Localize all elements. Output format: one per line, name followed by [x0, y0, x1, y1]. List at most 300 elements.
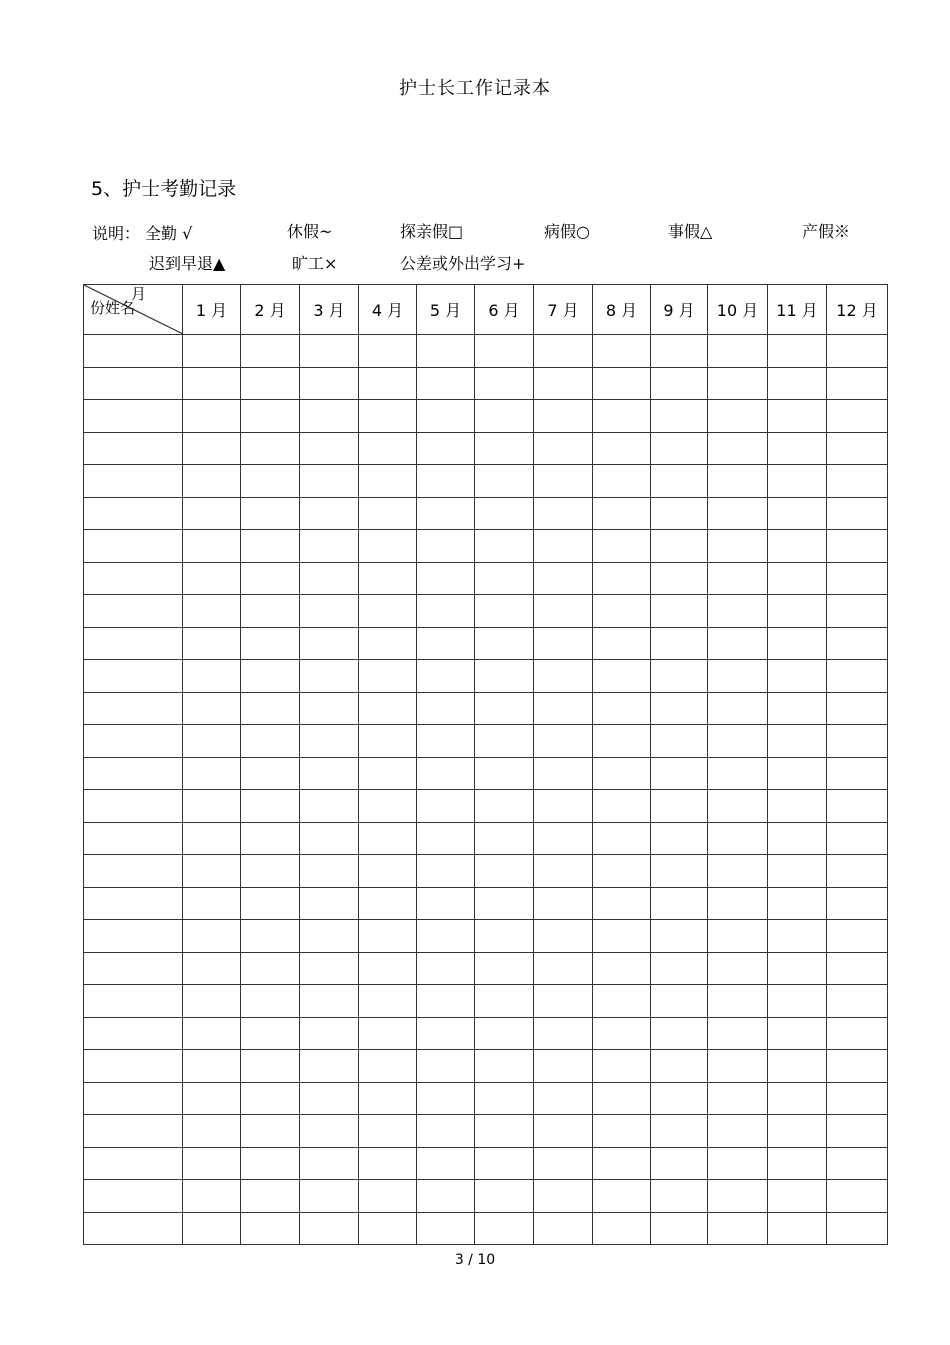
attendance-cell[interactable] [534, 1147, 593, 1180]
attendance-cell[interactable] [417, 660, 475, 693]
attendance-cell[interactable] [183, 920, 241, 953]
attendance-cell[interactable] [359, 432, 417, 465]
attendance-cell[interactable] [241, 367, 300, 400]
attendance-cell[interactable] [183, 725, 241, 758]
attendance-cell[interactable] [183, 1147, 241, 1180]
attendance-cell[interactable] [768, 887, 827, 920]
attendance-cell[interactable] [475, 660, 534, 693]
name-cell[interactable] [84, 757, 183, 790]
attendance-cell[interactable] [651, 920, 708, 953]
attendance-cell[interactable] [417, 692, 475, 725]
name-cell[interactable] [84, 725, 183, 758]
attendance-cell[interactable] [534, 660, 593, 693]
attendance-cell[interactable] [534, 432, 593, 465]
attendance-cell[interactable] [417, 562, 475, 595]
attendance-cell[interactable] [359, 985, 417, 1018]
name-cell[interactable] [84, 692, 183, 725]
attendance-cell[interactable] [475, 627, 534, 660]
attendance-cell[interactable] [708, 725, 768, 758]
attendance-cell[interactable] [359, 1115, 417, 1148]
attendance-cell[interactable] [417, 335, 475, 368]
attendance-cell[interactable] [300, 562, 359, 595]
attendance-cell[interactable] [827, 367, 888, 400]
attendance-cell[interactable] [827, 595, 888, 628]
attendance-cell[interactable] [183, 887, 241, 920]
attendance-cell[interactable] [183, 790, 241, 823]
attendance-cell[interactable] [359, 367, 417, 400]
attendance-cell[interactable] [768, 757, 827, 790]
attendance-cell[interactable] [827, 1082, 888, 1115]
attendance-cell[interactable] [417, 952, 475, 985]
attendance-cell[interactable] [417, 1115, 475, 1148]
attendance-cell[interactable] [708, 432, 768, 465]
attendance-cell[interactable] [768, 595, 827, 628]
attendance-cell[interactable] [534, 887, 593, 920]
attendance-cell[interactable] [300, 790, 359, 823]
attendance-cell[interactable] [593, 1050, 651, 1083]
attendance-cell[interactable] [475, 1082, 534, 1115]
attendance-cell[interactable] [300, 497, 359, 530]
attendance-cell[interactable] [651, 367, 708, 400]
attendance-cell[interactable] [708, 887, 768, 920]
attendance-cell[interactable] [183, 400, 241, 433]
attendance-cell[interactable] [241, 952, 300, 985]
attendance-cell[interactable] [475, 887, 534, 920]
attendance-cell[interactable] [534, 952, 593, 985]
attendance-cell[interactable] [534, 1212, 593, 1245]
attendance-cell[interactable] [300, 627, 359, 660]
attendance-cell[interactable] [475, 952, 534, 985]
attendance-cell[interactable] [827, 1147, 888, 1180]
name-cell[interactable] [84, 400, 183, 433]
attendance-cell[interactable] [768, 335, 827, 368]
attendance-cell[interactable] [827, 400, 888, 433]
attendance-cell[interactable] [593, 757, 651, 790]
attendance-cell[interactable] [475, 1115, 534, 1148]
attendance-cell[interactable] [768, 952, 827, 985]
attendance-cell[interactable] [768, 1050, 827, 1083]
attendance-cell[interactable] [708, 1050, 768, 1083]
attendance-cell[interactable] [241, 1017, 300, 1050]
attendance-cell[interactable] [417, 530, 475, 563]
attendance-cell[interactable] [241, 887, 300, 920]
attendance-cell[interactable] [651, 335, 708, 368]
name-cell[interactable] [84, 627, 183, 660]
attendance-cell[interactable] [475, 725, 534, 758]
attendance-cell[interactable] [593, 985, 651, 1018]
attendance-cell[interactable] [359, 1017, 417, 1050]
attendance-cell[interactable] [417, 1017, 475, 1050]
attendance-cell[interactable] [417, 432, 475, 465]
attendance-cell[interactable] [827, 692, 888, 725]
attendance-cell[interactable] [359, 692, 417, 725]
attendance-cell[interactable] [593, 1082, 651, 1115]
attendance-cell[interactable] [300, 1212, 359, 1245]
attendance-cell[interactable] [183, 985, 241, 1018]
attendance-cell[interactable] [417, 367, 475, 400]
attendance-cell[interactable] [768, 562, 827, 595]
name-cell[interactable] [84, 562, 183, 595]
attendance-cell[interactable] [827, 1017, 888, 1050]
attendance-cell[interactable] [183, 497, 241, 530]
attendance-cell[interactable] [359, 335, 417, 368]
name-cell[interactable] [84, 1115, 183, 1148]
attendance-cell[interactable] [768, 1082, 827, 1115]
attendance-cell[interactable] [827, 920, 888, 953]
attendance-cell[interactable] [241, 497, 300, 530]
attendance-cell[interactable] [708, 497, 768, 530]
attendance-cell[interactable] [827, 660, 888, 693]
attendance-cell[interactable] [475, 822, 534, 855]
attendance-cell[interactable] [241, 400, 300, 433]
attendance-cell[interactable] [359, 1050, 417, 1083]
attendance-cell[interactable] [183, 1017, 241, 1050]
attendance-cell[interactable] [534, 627, 593, 660]
attendance-cell[interactable] [300, 822, 359, 855]
attendance-cell[interactable] [593, 1212, 651, 1245]
name-cell[interactable] [84, 855, 183, 888]
attendance-cell[interactable] [300, 1180, 359, 1213]
attendance-cell[interactable] [827, 790, 888, 823]
attendance-cell[interactable] [300, 595, 359, 628]
attendance-cell[interactable] [241, 627, 300, 660]
attendance-cell[interactable] [651, 627, 708, 660]
attendance-cell[interactable] [183, 1180, 241, 1213]
attendance-cell[interactable] [300, 887, 359, 920]
attendance-cell[interactable] [475, 465, 534, 498]
attendance-cell[interactable] [768, 822, 827, 855]
attendance-cell[interactable] [651, 1115, 708, 1148]
attendance-cell[interactable] [827, 335, 888, 368]
attendance-cell[interactable] [241, 1180, 300, 1213]
name-cell[interactable] [84, 1212, 183, 1245]
attendance-cell[interactable] [300, 757, 359, 790]
attendance-cell[interactable] [768, 920, 827, 953]
attendance-cell[interactable] [708, 920, 768, 953]
attendance-cell[interactable] [241, 920, 300, 953]
attendance-cell[interactable] [593, 790, 651, 823]
attendance-cell[interactable] [183, 1082, 241, 1115]
attendance-cell[interactable] [708, 627, 768, 660]
attendance-cell[interactable] [300, 1115, 359, 1148]
attendance-cell[interactable] [359, 790, 417, 823]
attendance-cell[interactable] [417, 920, 475, 953]
attendance-cell[interactable] [708, 952, 768, 985]
attendance-cell[interactable] [593, 335, 651, 368]
attendance-cell[interactable] [708, 595, 768, 628]
attendance-cell[interactable] [593, 497, 651, 530]
attendance-cell[interactable] [183, 627, 241, 660]
attendance-cell[interactable] [241, 1050, 300, 1083]
attendance-cell[interactable] [359, 627, 417, 660]
attendance-cell[interactable] [768, 1212, 827, 1245]
name-cell[interactable] [84, 952, 183, 985]
attendance-cell[interactable] [183, 692, 241, 725]
attendance-cell[interactable] [534, 1082, 593, 1115]
attendance-cell[interactable] [827, 887, 888, 920]
attendance-cell[interactable] [827, 985, 888, 1018]
attendance-cell[interactable] [359, 562, 417, 595]
attendance-cell[interactable] [183, 1115, 241, 1148]
attendance-cell[interactable] [241, 822, 300, 855]
attendance-cell[interactable] [475, 1050, 534, 1083]
attendance-cell[interactable] [417, 822, 475, 855]
attendance-cell[interactable] [359, 952, 417, 985]
attendance-cell[interactable] [593, 1017, 651, 1050]
attendance-cell[interactable] [593, 920, 651, 953]
name-cell[interactable] [84, 920, 183, 953]
attendance-cell[interactable] [300, 465, 359, 498]
attendance-cell[interactable] [593, 367, 651, 400]
attendance-cell[interactable] [183, 757, 241, 790]
attendance-cell[interactable] [593, 400, 651, 433]
attendance-cell[interactable] [827, 822, 888, 855]
attendance-cell[interactable] [241, 1082, 300, 1115]
attendance-cell[interactable] [417, 985, 475, 1018]
attendance-cell[interactable] [241, 335, 300, 368]
attendance-cell[interactable] [534, 1115, 593, 1148]
name-cell[interactable] [84, 1147, 183, 1180]
attendance-cell[interactable] [359, 1082, 417, 1115]
attendance-cell[interactable] [359, 465, 417, 498]
attendance-cell[interactable] [475, 985, 534, 1018]
attendance-cell[interactable] [359, 660, 417, 693]
attendance-cell[interactable] [768, 627, 827, 660]
attendance-cell[interactable] [827, 855, 888, 888]
attendance-cell[interactable] [475, 1212, 534, 1245]
attendance-cell[interactable] [183, 1212, 241, 1245]
attendance-cell[interactable] [359, 1147, 417, 1180]
attendance-cell[interactable] [651, 432, 708, 465]
attendance-cell[interactable] [593, 432, 651, 465]
attendance-cell[interactable] [593, 952, 651, 985]
attendance-cell[interactable] [300, 952, 359, 985]
attendance-cell[interactable] [827, 1212, 888, 1245]
name-cell[interactable] [84, 1082, 183, 1115]
attendance-cell[interactable] [651, 1180, 708, 1213]
attendance-cell[interactable] [475, 595, 534, 628]
attendance-cell[interactable] [651, 692, 708, 725]
attendance-cell[interactable] [534, 692, 593, 725]
attendance-cell[interactable] [593, 822, 651, 855]
attendance-cell[interactable] [593, 1115, 651, 1148]
attendance-cell[interactable] [241, 790, 300, 823]
attendance-cell[interactable] [768, 367, 827, 400]
attendance-cell[interactable] [593, 465, 651, 498]
attendance-cell[interactable] [651, 595, 708, 628]
attendance-cell[interactable] [534, 790, 593, 823]
attendance-cell[interactable] [534, 1180, 593, 1213]
attendance-cell[interactable] [417, 465, 475, 498]
name-cell[interactable] [84, 887, 183, 920]
attendance-cell[interactable] [475, 335, 534, 368]
attendance-cell[interactable] [534, 497, 593, 530]
attendance-cell[interactable] [651, 757, 708, 790]
attendance-cell[interactable] [300, 400, 359, 433]
attendance-cell[interactable] [768, 1180, 827, 1213]
attendance-cell[interactable] [708, 400, 768, 433]
attendance-cell[interactable] [417, 627, 475, 660]
attendance-cell[interactable] [827, 530, 888, 563]
attendance-cell[interactable] [241, 432, 300, 465]
name-cell[interactable] [84, 530, 183, 563]
attendance-cell[interactable] [593, 725, 651, 758]
attendance-cell[interactable] [241, 660, 300, 693]
attendance-cell[interactable] [827, 1115, 888, 1148]
attendance-cell[interactable] [300, 725, 359, 758]
attendance-cell[interactable] [300, 855, 359, 888]
attendance-cell[interactable] [708, 692, 768, 725]
attendance-cell[interactable] [651, 790, 708, 823]
attendance-cell[interactable] [300, 1017, 359, 1050]
attendance-cell[interactable] [475, 1180, 534, 1213]
attendance-cell[interactable] [241, 757, 300, 790]
attendance-cell[interactable] [417, 1050, 475, 1083]
attendance-cell[interactable] [768, 530, 827, 563]
attendance-cell[interactable] [475, 1017, 534, 1050]
attendance-cell[interactable] [651, 822, 708, 855]
attendance-cell[interactable] [534, 530, 593, 563]
attendance-cell[interactable] [768, 855, 827, 888]
attendance-cell[interactable] [359, 887, 417, 920]
attendance-cell[interactable] [708, 367, 768, 400]
attendance-cell[interactable] [827, 725, 888, 758]
attendance-cell[interactable] [183, 432, 241, 465]
attendance-cell[interactable] [417, 1212, 475, 1245]
attendance-cell[interactable] [417, 497, 475, 530]
attendance-cell[interactable] [768, 432, 827, 465]
attendance-cell[interactable] [651, 400, 708, 433]
attendance-cell[interactable] [827, 1180, 888, 1213]
attendance-cell[interactable] [183, 595, 241, 628]
attendance-cell[interactable] [708, 1147, 768, 1180]
attendance-cell[interactable] [359, 1212, 417, 1245]
attendance-cell[interactable] [651, 465, 708, 498]
attendance-cell[interactable] [359, 530, 417, 563]
attendance-cell[interactable] [593, 530, 651, 563]
attendance-cell[interactable] [708, 562, 768, 595]
attendance-cell[interactable] [359, 920, 417, 953]
attendance-cell[interactable] [768, 1115, 827, 1148]
attendance-cell[interactable] [359, 400, 417, 433]
attendance-cell[interactable] [651, 855, 708, 888]
attendance-cell[interactable] [827, 432, 888, 465]
attendance-cell[interactable] [183, 855, 241, 888]
attendance-cell[interactable] [241, 465, 300, 498]
attendance-cell[interactable] [651, 887, 708, 920]
attendance-cell[interactable] [183, 335, 241, 368]
name-cell[interactable] [84, 985, 183, 1018]
attendance-cell[interactable] [651, 1017, 708, 1050]
attendance-cell[interactable] [417, 790, 475, 823]
attendance-cell[interactable] [768, 660, 827, 693]
attendance-cell[interactable] [417, 757, 475, 790]
attendance-cell[interactable] [241, 725, 300, 758]
attendance-cell[interactable] [475, 757, 534, 790]
attendance-cell[interactable] [651, 530, 708, 563]
attendance-cell[interactable] [768, 400, 827, 433]
attendance-cell[interactable] [768, 790, 827, 823]
attendance-cell[interactable] [183, 822, 241, 855]
attendance-cell[interactable] [300, 1050, 359, 1083]
name-cell[interactable] [84, 595, 183, 628]
attendance-cell[interactable] [359, 822, 417, 855]
attendance-cell[interactable] [534, 400, 593, 433]
attendance-cell[interactable] [708, 660, 768, 693]
attendance-cell[interactable] [183, 367, 241, 400]
attendance-cell[interactable] [708, 1180, 768, 1213]
attendance-cell[interactable] [593, 595, 651, 628]
attendance-cell[interactable] [534, 595, 593, 628]
attendance-cell[interactable] [241, 985, 300, 1018]
attendance-cell[interactable] [534, 757, 593, 790]
attendance-cell[interactable] [651, 1212, 708, 1245]
attendance-cell[interactable] [183, 465, 241, 498]
attendance-cell[interactable] [300, 530, 359, 563]
attendance-cell[interactable] [827, 562, 888, 595]
attendance-cell[interactable] [241, 1212, 300, 1245]
name-cell[interactable] [84, 1050, 183, 1083]
attendance-cell[interactable] [593, 1180, 651, 1213]
attendance-cell[interactable] [708, 1017, 768, 1050]
attendance-cell[interactable] [708, 1212, 768, 1245]
attendance-cell[interactable] [651, 985, 708, 1018]
attendance-cell[interactable] [300, 692, 359, 725]
attendance-cell[interactable] [183, 952, 241, 985]
attendance-cell[interactable] [475, 367, 534, 400]
attendance-cell[interactable] [651, 1050, 708, 1083]
attendance-cell[interactable] [300, 985, 359, 1018]
name-cell[interactable] [84, 1017, 183, 1050]
attendance-cell[interactable] [827, 497, 888, 530]
attendance-cell[interactable] [651, 725, 708, 758]
attendance-cell[interactable] [241, 1115, 300, 1148]
attendance-cell[interactable] [708, 985, 768, 1018]
attendance-cell[interactable] [827, 757, 888, 790]
attendance-cell[interactable] [300, 1082, 359, 1115]
attendance-cell[interactable] [651, 1082, 708, 1115]
attendance-cell[interactable] [183, 660, 241, 693]
attendance-cell[interactable] [417, 595, 475, 628]
attendance-cell[interactable] [359, 855, 417, 888]
attendance-cell[interactable] [534, 367, 593, 400]
attendance-cell[interactable] [534, 985, 593, 1018]
attendance-cell[interactable] [827, 465, 888, 498]
attendance-cell[interactable] [708, 790, 768, 823]
attendance-cell[interactable] [241, 1147, 300, 1180]
attendance-cell[interactable] [475, 855, 534, 888]
attendance-cell[interactable] [475, 530, 534, 563]
attendance-cell[interactable] [708, 855, 768, 888]
attendance-cell[interactable] [768, 692, 827, 725]
attendance-cell[interactable] [651, 1147, 708, 1180]
attendance-cell[interactable] [183, 562, 241, 595]
attendance-cell[interactable] [534, 920, 593, 953]
attendance-cell[interactable] [241, 595, 300, 628]
attendance-cell[interactable] [827, 952, 888, 985]
attendance-cell[interactable] [534, 1050, 593, 1083]
attendance-cell[interactable] [593, 627, 651, 660]
attendance-cell[interactable] [534, 725, 593, 758]
attendance-cell[interactable] [359, 497, 417, 530]
name-cell[interactable] [84, 822, 183, 855]
attendance-cell[interactable] [768, 497, 827, 530]
attendance-cell[interactable] [768, 1147, 827, 1180]
attendance-cell[interactable] [651, 952, 708, 985]
attendance-cell[interactable] [475, 562, 534, 595]
attendance-cell[interactable] [475, 497, 534, 530]
attendance-cell[interactable] [593, 692, 651, 725]
